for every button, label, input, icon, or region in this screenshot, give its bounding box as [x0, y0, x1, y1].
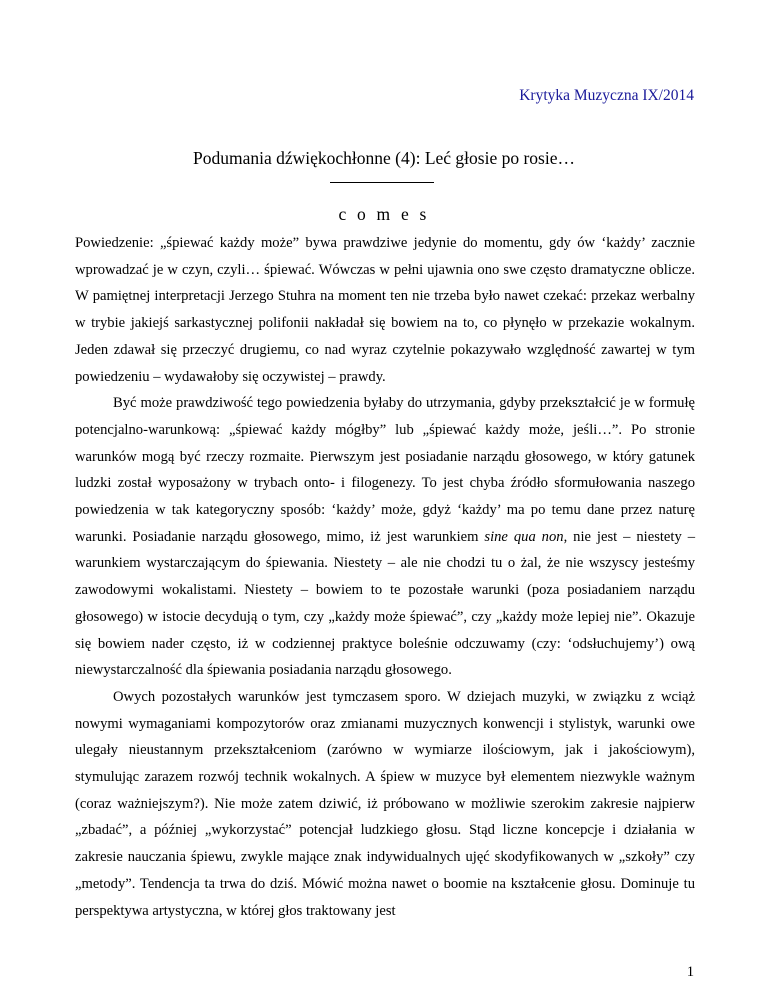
article-title: Podumania dźwiękochłonne (4): Leć głosie po rosie…: [193, 148, 575, 168]
latin-phrase: sine qua non: [484, 528, 564, 545]
page-number: 1: [686, 964, 694, 980]
paragraph-1: Powiedzenie: „śpiewać każdy może” bywa prawdziwe jedynie do momentu, gdy ów ‘każdy’ zacznie wprowadzać je w czyn, czyli… śpiewać. Wówczas w pełni ujawnia ono swe często dramatyczne oblicze. W pamiętnej interpretacji Jerzego Stuhra na moment ten nie trzeba było nawet czekać: przekaz werbalny w trybie jakiejś sarkastycznej polifonii nakładał się bowiem na to, co płynęło w przekazie wokalnym. Jeden zdawał się przeczyć drugiemu, co nad wyraz czytelnie pokazywało względność zawartej w tym powiedzeniu – wydawałoby się oczywistej – prawdy.: [75, 235, 695, 385]
journal-header: Krytyka Muzyczna IX/2014: [519, 87, 694, 104]
paragraph-2: [75, 390, 695, 684]
author-pseudonym: c o m e s: [338, 204, 430, 224]
paragraph-2-text-b: , nie jest – niestety – warunkiem wystarczającym do śpiewania. Niestety – ale nie chodzi tu o żal, że nie wszyscy jesteśmy zawodowymi wokalistami. Niestety – bowiem to te pozostałe warunki (poza posiadaniem narządu głosowego) w istocie decydują o tym, czy „każdy może śpiewać”, czy „każdy może lepiej nie”. Okazuje się bowiem nader często, iż w codziennej praktyce boleśnie odczuwamy (czy: ‘odsłuchujemy’) ową niewystarczalność dla śpiewania posiadania narządu głosowego.: [75, 528, 695, 679]
title-divider: [330, 182, 434, 183]
paragraph-3: Owych pozostałych warunków jest tymczasem sporo. W dziejach muzyki, w związku z wciąż nowymi wymaganiami kompozytorów oraz zmianami muzycznych konwencji i stylistyk, warunki owe ulegały nieustannym przekształceniom (zarówno w wymiarze ilościowym, jak i jakościowym), stymulując zarazem rozwój technik wokalnych. A śpiew w muzyce był elementem niezwykle ważnym (coraz ważniejszym?). Nie może zatem dziwić, iż próbowano w możliwie szerokim zakresie najpierw „zbadać”, a później „wykorzystać” potencjał ludzkiego głosu. Stąd liczne koncepcje i działania w zakresie nauczania śpiewu, zwykle mające znak indywidualnych ujęć skodyfikowanych w „szkoły” czy „metody”. Tendencja ta trwa do dziś. Mówić można nawet o boomie na kształcenie głosu. Dominuje tu perspektywa artystyczna, w której głos traktowany jest: [75, 688, 695, 919]
paragraph-2-text-a: Być może prawdziwość tego powiedzenia byłaby do utrzymania, gdyby przekształcić je w formułę potencjalno-warunkową: „śpiewać każdy mógłby” lub „śpiewać każdy może, jeśli…”. Po stronie warunków mogą być rzeczy rozmaite. Pierwszym jest posiadanie narządu głosowego, w który gatunek ludzki został wyposażony w trybach onto- i filogenezy. To jest chyba źródło sformułowania naszego powiedzenia w tak kategoryczny sposób: ‘każdy’ może, gdyż ‘każdy’ ma po temu dane przez naturę warunki. Posiadanie narządu głosowego, mimo, iż jest warunkiem: [75, 395, 695, 545]
article-body: [75, 230, 695, 924]
